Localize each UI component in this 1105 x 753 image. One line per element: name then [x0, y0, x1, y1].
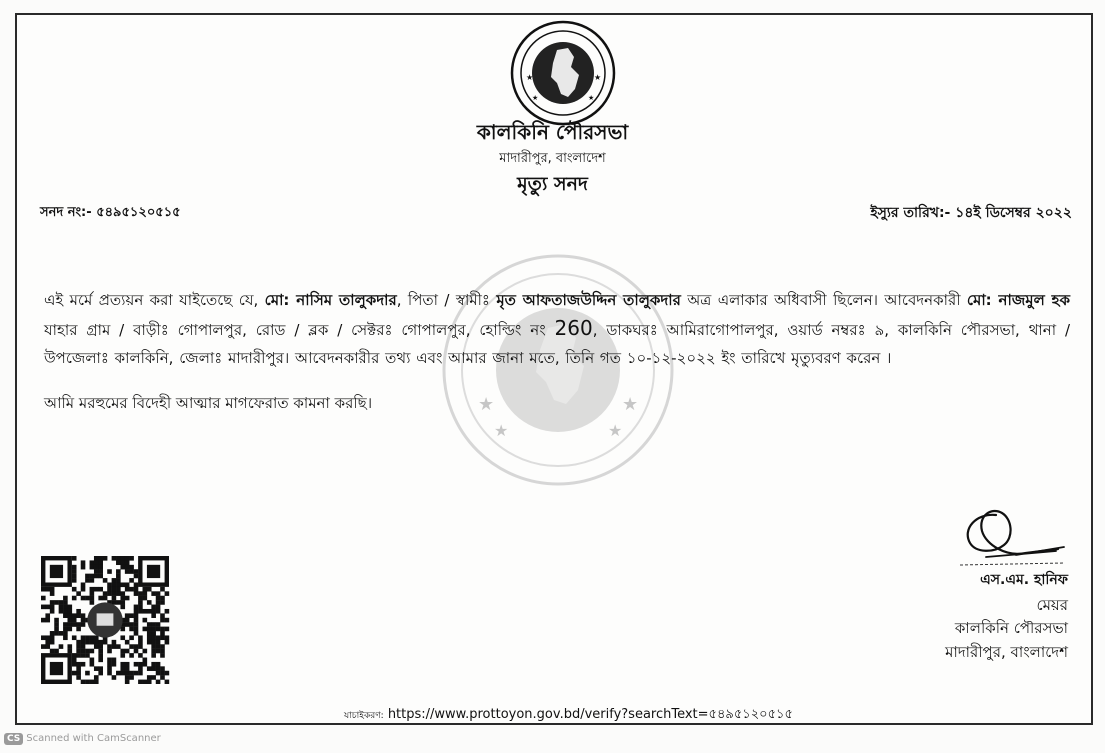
- svg-text:★: ★: [478, 394, 495, 415]
- organization-address: মাদারীপুর, বাংলাদেশ: [499, 151, 606, 166]
- signatory-location: মাদারীপুর, বাংলাদেশ: [945, 643, 1068, 661]
- svg-text:★: ★: [532, 94, 539, 102]
- certificate-number: [40, 203, 181, 224]
- document-title: মৃত্যু সনদ: [517, 173, 588, 195]
- body-text-4: যাহার গ্রাম / বাড়ীঃ গোপালপুর, রোড / ব্লক / সেক্টরঃ গোপালপুর, হোল্ডিং নং: [44, 321, 546, 339]
- body-text-3: অত্র এলাকার অধিবাসী ছিলেন। আবেদনকারী: [687, 291, 961, 309]
- body-text-2: , পিতা / স্বামীঃ: [396, 291, 490, 309]
- camscanner-logo-icon: CS: [4, 733, 23, 745]
- certificate-number-value: ৫৪৯৫১২০৫১৫: [96, 205, 181, 220]
- bangladesh-government-seal-icon: [510, 20, 616, 126]
- holding-number: 260: [554, 316, 593, 340]
- svg-text:★: ★: [594, 73, 602, 82]
- verification-url[interactable]: https://www.prottoyon.gov.bd/verify?searchText=৫৪৯৫১২০৫১৫: [387, 707, 793, 722]
- deceased-name: মো: নাসিম তালুকদার: [264, 291, 397, 309]
- handwritten-signature: [956, 505, 1068, 569]
- father-name: মৃত আফতাজউদ্দিন তালুকদার: [496, 291, 681, 309]
- body-text-1: এই মর্মে প্রত্যয়ন করা যাইতেছে যে,: [44, 291, 259, 309]
- issue-date: [870, 201, 1072, 225]
- verification-label: যাচাইকরণ:: [344, 711, 384, 721]
- signatory-office: কালকিনি পৌরসভা: [954, 619, 1068, 637]
- qr-code-icon: [37, 556, 173, 684]
- svg-text:★: ★: [608, 421, 623, 440]
- applicant-name: মো: নাজমুল হক: [966, 291, 1070, 309]
- svg-text:★: ★: [622, 394, 639, 415]
- camscanner-watermark: [4, 733, 161, 745]
- issue-date-value: ১৪ই ডিসেম্বর ২০২২: [955, 205, 1072, 221]
- svg-text:★: ★: [494, 421, 509, 440]
- signatory-name: এস.এম. হানিফ: [980, 572, 1068, 588]
- signatory-designation: মেয়র: [1036, 596, 1068, 614]
- svg-text:★: ★: [588, 94, 595, 102]
- issue-date-label: ইস্যুর তারিখ:-: [870, 205, 951, 221]
- body-text-5: , ডাকঘরঃ আমিরাগোপালপুর, ওয়ার্ড নম্বরঃ ৯, কালকিনি পৌরসভা, থানা / উপজেলাঃ কালকিনি, জেলাঃ মাদারীপুর। আবেদনকারীর তথ্য এবং আমার জানা মতে, তিনি গত ১০-১২-২০২২ ইং তারিখে মৃত্যুবরণ করেন ।: [44, 321, 1070, 367]
- certificate-number-label: সনদ নং:-: [40, 205, 92, 220]
- certificate-body: [44, 286, 1070, 372]
- organization-name: কালকিনি পৌরসভা: [476, 120, 629, 144]
- camscanner-text: Scanned with CamScanner: [26, 733, 161, 744]
- svg-text:★: ★: [526, 73, 534, 82]
- prayer-text: আমি মরহুমের বিদেহী আত্মার মাগফেরাত কামনা করছি।: [44, 394, 373, 412]
- verification-line: [344, 705, 793, 726]
